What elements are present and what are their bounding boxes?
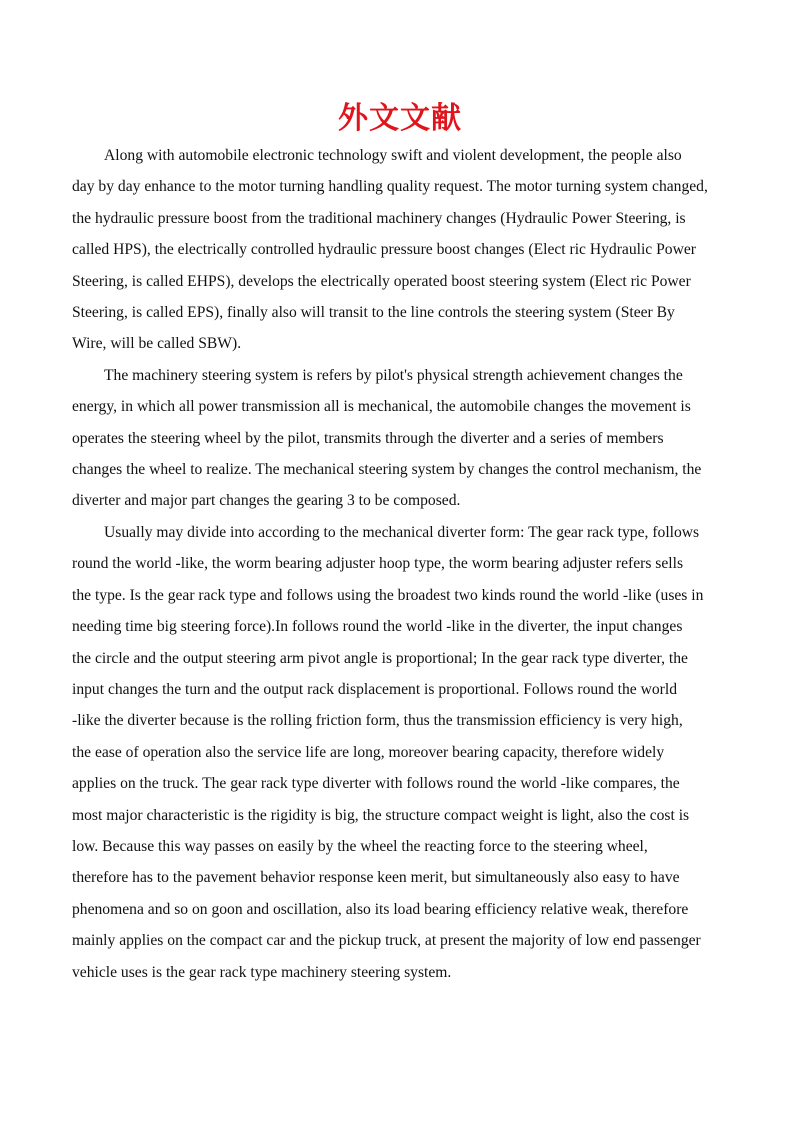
text-line: mainly applies on the compact car and the pickup truck, at present the majority of low end passenger xyxy=(72,932,701,950)
text-line: needing time big steering force).In follows round the world -like in the diverter, the input changes xyxy=(72,618,683,636)
text-line: Along with automobile electronic technology swift and violent development, the people also xyxy=(104,147,682,164)
text-line: most major characteristic is the rigidity is big, the structure compact weight is light, also the cost is xyxy=(72,806,690,824)
text-line: applies on the truck. The gear rack type diverter with follows round the world -like compares, the xyxy=(72,775,680,793)
text-line: day by day enhance to the motor turning handling quality request. The motor turning system changed, xyxy=(72,178,708,196)
text-line: called HPS), the electrically controlled hydraulic pressure boost changes (Elect ric Hydraulic Power xyxy=(72,241,696,259)
text-line: vehicle uses is the gear rack type machinery steering system. xyxy=(72,963,452,981)
text-line: round the world -like, the worm bearing adjuster hoop type, the worm bearing adjuster refers sells xyxy=(72,555,684,573)
text-line: Usually may divide into according to the mechanical diverter form: The gear rack type, follows xyxy=(104,523,700,541)
text-line: the circle and the output steering arm pivot angle is proportional; In the gear rack type diverter, the xyxy=(72,649,688,667)
text-line: The machinery steering system is refers by pilot's physical strength achievement changes the xyxy=(104,366,683,384)
text-line: Steering, is called EPS), finally also will transit to the line controls the steering system (Steer By xyxy=(72,304,675,322)
text-line: phenomena and so on goon and oscillation, also its load bearing efficiency relative weak, therefore xyxy=(72,900,689,918)
document-body xyxy=(72,140,730,988)
text-line: Steering, is called EHPS), develops the electrically operated boost steering system (Elect ric Power xyxy=(72,272,691,290)
paragraph xyxy=(72,360,730,517)
text-line: energy, in which all power transmission all is mechanical, the automobile changes the movement is xyxy=(72,398,691,416)
document-title: 外文文献 xyxy=(338,101,462,136)
text-line: the hydraulic pressure boost from the traditional machinery changes (Hydraulic Power Steering, is xyxy=(72,209,686,227)
text-line: the type. Is the gear rack type and follows using the broadest two kinds round the world -like (uses in xyxy=(72,586,704,604)
text-line: diverter and major part changes the gearing 3 to be composed. xyxy=(72,492,461,510)
text-line: -like the diverter because is the rolling friction form, thus the transmission efficiency is very high, xyxy=(72,712,683,730)
paragraph xyxy=(72,140,730,360)
text-line: changes the wheel to realize. The mechanical steering system by changes the control mechanism, the xyxy=(72,461,702,479)
text-line: the ease of operation also the service life are long, moreover bearing capacity, therefore widely xyxy=(72,743,665,761)
paragraph xyxy=(72,517,730,988)
text-line: Wire, will be called SBW). xyxy=(72,335,242,353)
text-line: operates the steering wheel by the pilot, transmits through the diverter and a series of members xyxy=(72,429,664,447)
text-line: low. Because this way passes on easily by the wheel the reacting force to the steering wheel, xyxy=(72,837,648,855)
text-line: therefore has to the pavement behavior response keen merit, but simultaneously also easy to have xyxy=(72,869,680,887)
text-line: input changes the turn and the output rack displacement is proportional. Follows round the world xyxy=(72,680,678,698)
